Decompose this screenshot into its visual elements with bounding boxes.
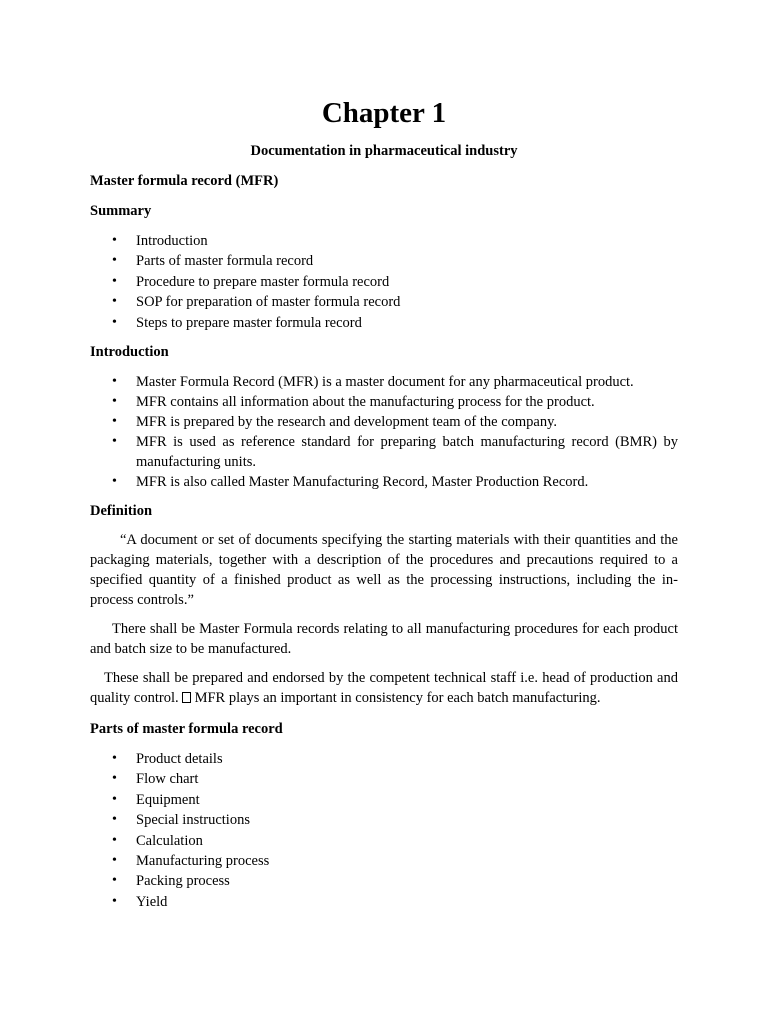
definition-quote: “A document or set of documents specifying the starting materials with their quantities and the packaging materials, together with a description of the procedures and precautions required to a specified quantity of a finished product as well as the processing instructions, including the in-process controls.” — [90, 532, 678, 609]
mfr-heading: Master formula record (MFR) — [90, 173, 279, 189]
chapter-title: Chapter 1 — [321, 97, 447, 129]
list-item: • Master Formula Record (MFR) is a master document for any pharmaceutical product. — [90, 372, 678, 392]
list-item: • Manufacturing process — [90, 851, 678, 871]
introduction-list — [90, 372, 678, 492]
list-item: • Introduction — [90, 231, 678, 251]
parts-list — [90, 749, 678, 912]
summary-heading: Summary — [90, 203, 152, 219]
list-item: • Packing process — [90, 871, 678, 891]
definition-heading: Definition — [90, 503, 153, 520]
definition-paragraph-3 — [90, 668, 678, 708]
list-item: • Yield — [90, 892, 678, 912]
paragraph-3-part-1: These shall be prepared and endorsed by the competent technical staff i.e. head of production and quality control. — [90, 670, 678, 707]
list-item: • Equipment — [90, 790, 678, 810]
paragraph-3-part-2: MFR plays an important in consistency for each batch manufacturing. — [194, 690, 601, 707]
list-item: • Flow chart — [90, 769, 678, 789]
list-item: • Procedure to prepare master formula record — [90, 272, 678, 292]
list-item: • Steps to prepare master formula record — [90, 313, 678, 333]
summary-list — [90, 231, 678, 333]
introduction-heading: Introduction — [90, 344, 169, 361]
list-item: • MFR is prepared by the research and development team of the company. — [90, 412, 678, 432]
parts-heading: Parts of master formula record — [90, 721, 283, 738]
list-item: • SOP for preparation of master formula record — [90, 292, 678, 312]
definition-paragraph-2: There shall be Master Formula records relating to all manufacturing procedures for each product and batch size to be manufactured. — [90, 621, 678, 658]
document-title: Documentation in pharmaceutical industry — [250, 143, 518, 159]
list-item: • MFR is used as reference standard for preparing batch manufacturing record (BMR) by manufacturing units. — [90, 432, 678, 472]
list-item: • MFR is also called Master Manufacturing Record, Master Production Record. — [90, 472, 678, 492]
list-item: • MFR contains all information about the manufacturing process for the product. — [90, 392, 678, 412]
list-item: • Parts of master formula record — [90, 251, 678, 271]
list-item: • Product details — [90, 749, 678, 769]
missing-glyph-box-icon — [182, 692, 191, 703]
list-item: • Calculation — [90, 831, 678, 851]
list-item: • Special instructions — [90, 810, 678, 830]
